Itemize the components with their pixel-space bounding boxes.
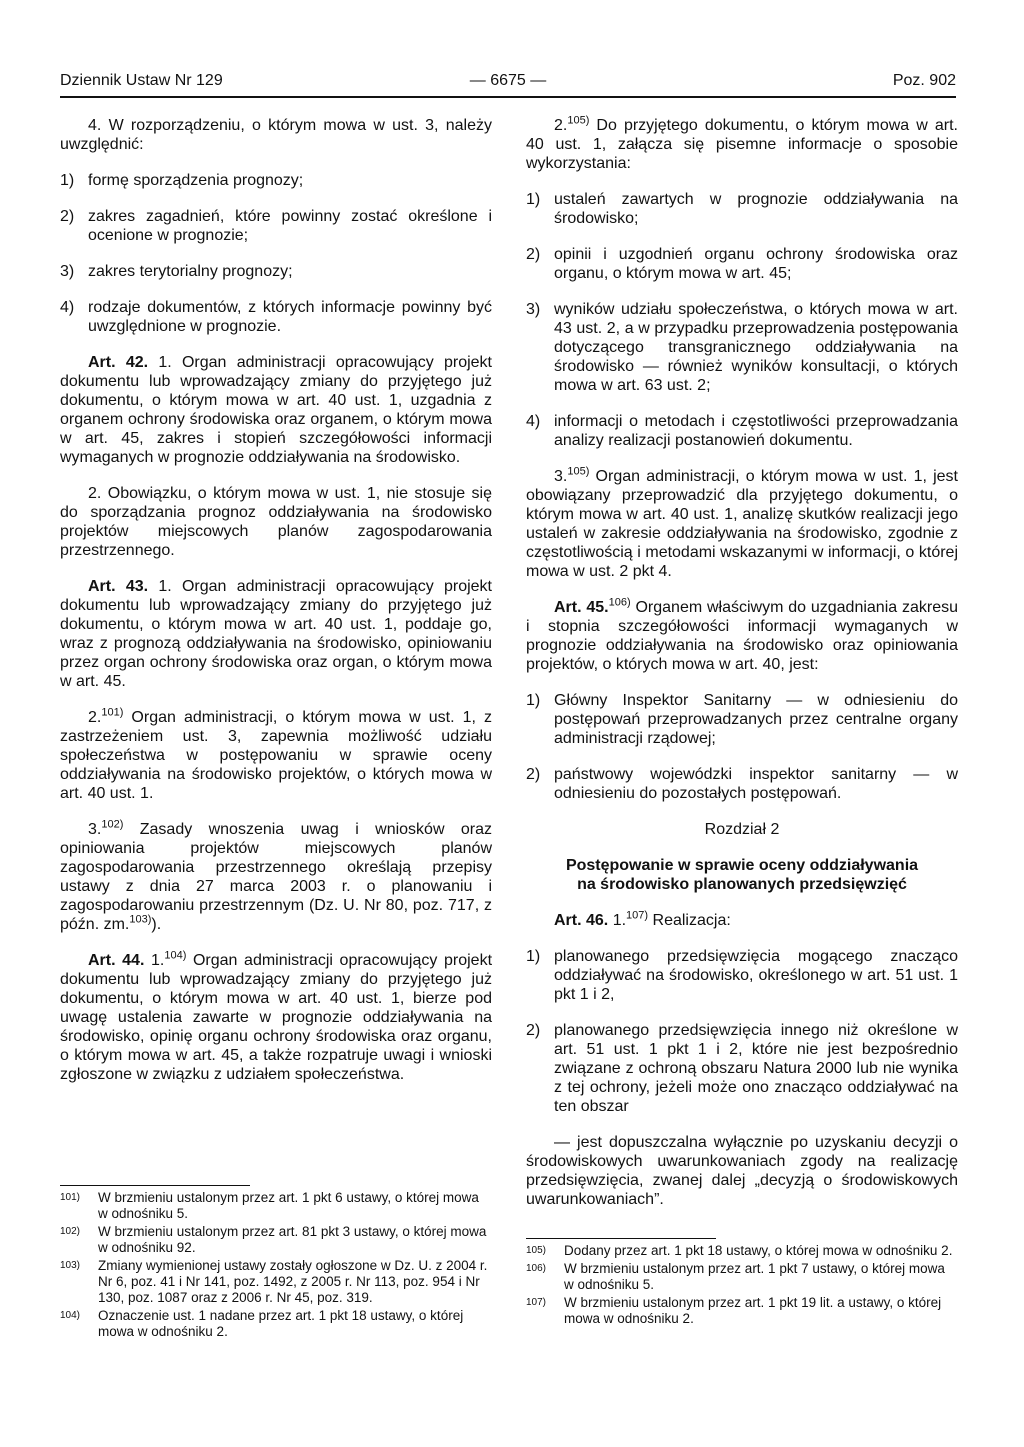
- list-item: 3) wyników udziału społeczeństwa, o których mowa w art. 43 ust. 2, a w przypadku przeprowadzenia postępowania dotyczącego transgranicznego oddziaływania na środowisko — również wyników konsultacji, o których mowa w art. 63 ust. 2;: [526, 301, 958, 394]
- footnote-divider: [526, 1238, 716, 1239]
- footnote-ref: 103): [129, 913, 152, 926]
- page-number: — 6675 —: [469, 72, 547, 89]
- footnote: 106) W brzmieniu ustalonym przez art. 1 pkt 7 ustawy, o której mowa w odnośniku 5.: [526, 1261, 945, 1292]
- list-item: 1) formę sporządzenia prognozy;: [60, 172, 304, 189]
- article-43: Art. 43. 1. Organ administracji opracowujący projekt dokumentu lub wprowadzający zmiany do przyjętego już dokumentu, o którym mowa w art. 40 ust. 1, poddaje go, wraz z prognozą oddziaływania na środowisko, opiniowaniu przez organ ochrony środowiska oraz organ, o którym mowa w art. 45.: [60, 578, 492, 690]
- chapter-title: Postępowanie w sprawie oceny oddziaływania na środowisko planowanych przedsięwzięć: [565, 857, 919, 893]
- footnote-ref: 107): [626, 909, 649, 922]
- list-item: 1) planowanego przedsięwzięcia mogącego znacząco oddziaływać na środowisko, określonego w art. 51 ust. 1 pkt 1 i 2,: [526, 948, 958, 1003]
- list-item: 1) ustaleń zawartych w prognozie oddziaływania na środowisko;: [526, 191, 958, 227]
- closing-paragraph: — jest dopuszczalna wyłącznie po uzyskaniu decyzji o środowiskowych uwarunkowaniach zgody na realizację przedsięwzięcia, zwanej dalej „decyzją o środowiskowych uwarunkowaniach”.: [526, 1134, 958, 1208]
- list-left-1: [60, 171, 492, 336]
- article-45: Art. 45.$^{106)}$ Organem właściwym do uzgadniania zakresu i stopnia szczegółowości informacji wymaganych w prognozie oddziaływania na środowisko oraz opiniowania projektów, o których mowa w art. 40, jest:: [526, 596, 959, 673]
- footnote: 101) W brzmieniu ustalonym przez art. 1 pkt 6 ustawy, o której mowa w odnośniku 5.: [60, 1190, 479, 1221]
- list-item: 1) Główny Inspektor Sanitarny — w odniesieniu do postępowań przeprowadzanych przez centralne organy administracji rządowej;: [526, 692, 958, 747]
- article-44: Art. 44. 1.$^{104)}$ Organ administracji opracowujący projekt dokumentu lub wprowadzający zmiany do przyjętego już dokumentu, o którym mowa w art. 40 ust. 1, bierze pod uwagę ustalenia zawarte w prognozie oddziaływania na środowisko, opinię organu ochrony środowiska oraz organu, o którym mowa w art. 45, a także rozpatruje uwagi i wnioski zgłoszone w związku z udziałem społeczeństwa.: [60, 949, 493, 1083]
- list-item: 2) zakres zagadnień, które powinny zostać określone i ocenione w prognozie;: [60, 208, 492, 244]
- footnote: 105) Dodany przez art. 1 pkt 18 ustawy, o której mowa w odnośniku 2.: [526, 1243, 953, 1258]
- paragraph: 3.$^{105)}$ Organ administracji, o którym mowa w ust. 1, jest obowiązany przeprowadzić dla przyjętego dokumentu, o którym mowa w art. 40 ust. 1, analizę skutków realizacji jego ustaleń w zakresie oddziaływania na środowisko, zgodnie z częstotliwością i metodami wskazanymi w informacji, o której mowa w ust. 2 pkt 4.: [526, 465, 958, 580]
- article-42: Art. 42. 1. Organ administracji opracowujący projekt dokumentu lub wprowadzający zmiany do przyjętego już dokumentu, o którym mowa w art. 40 ust. 1, uzgadnia z organem ochrony środowiska oraz organem, o którym mowa w art. 45, zakres i stopień szczegółowości informacji wymaganych w prognozie oddziaływania na środowisko.: [60, 354, 492, 466]
- paragraph: 2.$^{105)}$ Do przyjętego dokumentu, o którym mowa w art. 40 ust. 1, załącza się pisemne informacje o sposobie wykorzystania:: [526, 114, 958, 172]
- list-item: 2) opinii i uzgodnień organu ochrony środowiska oraz organu, o którym mowa w art. 45;: [526, 246, 958, 282]
- footnote-divider: [60, 1185, 250, 1186]
- footnote: 107) W brzmieniu ustalonym przez art. 1 pkt 19 lit. a ustawy, o której mowa w odnośniku 2.: [526, 1295, 942, 1326]
- list-item: 2) państwowy wojewódzki inspektor sanitarny — w odniesieniu do pozostałych postępowań.: [526, 766, 958, 802]
- footnote-ref: 105): [567, 465, 590, 478]
- right-column: [526, 116, 958, 1226]
- footnote-ref: 106): [608, 596, 631, 609]
- list-item: 2) planowanego przedsięwzięcia innego niż określone w art. 51 ust. 1 pkt 1 i 2, które nie jest bezpośrednio związane z ochroną obszaru Natura 2000 lub nie wynika z tej ochrony, jeżeli może ono znacząco oddziaływać na ten obszar: [526, 1022, 958, 1115]
- footnotes-right: [526, 1243, 958, 1329]
- list-right-3: [526, 947, 958, 1116]
- footnote-ref: 105): [567, 114, 590, 127]
- left-column: [60, 116, 492, 1101]
- footnote: 104) Oznaczenie ust. 1 nadane przez art. 1 pkt 18 ustawy, o której mowa w odnośniku 2.: [60, 1308, 464, 1339]
- footnote: 103) Zmiany wymienionej ustawy zostały ogłoszone w Dz. U. z 2004 r. Nr 6, poz. 41 i Nr 141, poz. 1492, z 2005 r. Nr 113, poz. 954 i Nr 130, poz. 1087 oraz z 2006 r. Nr 45, poz. 319.: [60, 1258, 488, 1305]
- list-item: 4) informacji o metodach i częstotliwości przeprowadzania analizy realizacji postanowień dokumentu.: [526, 413, 958, 449]
- list-item: 3) zakres terytorialny prognozy;: [60, 263, 293, 280]
- paragraph: 4. W rozporządzeniu, o którym mowa w ust. 3, należy uwzględnić:: [60, 117, 492, 153]
- footnotes-left: [60, 1190, 492, 1342]
- page-header: [60, 68, 956, 98]
- footnote-ref: 104): [164, 949, 187, 962]
- footnote-ref: 102): [101, 818, 124, 831]
- article-43-par-3: 3.$^{102)}$ Zasady wnoszenia uwag i wniosków oraz opiniowania projektów miejscowych planów zagospodarowania przestrzennego określają przepisy ustawy z dnia 27 marca 2003 r. o planowaniu i zagospodarowaniu przestrzennym (Dz. U. Nr 80, poz. 717, z późn. zm.$^{103)}$).: [60, 818, 492, 933]
- list-item: 4) rodzaje dokumentów, z których informacje powinny być uwzględnione w prognozie.: [60, 299, 492, 335]
- list-right-2: [526, 691, 958, 803]
- footnote-ref: 101): [101, 706, 124, 719]
- article-46: Art. 46. 1.$^{107)}$ Realizacja:: [554, 909, 731, 929]
- chapter-number: Rozdział 2: [704, 821, 780, 838]
- journal-title: Dziennik Ustaw Nr 129: [60, 72, 223, 89]
- article-42-par-2: 2. Obowiązku, o którym mowa w ust. 1, nie stosuje się do sporządzania prognoz oddziaływania na środowisko projektów miejscowych planów zagospodarowania przestrzennego.: [60, 485, 492, 559]
- list-right-1: [526, 190, 958, 450]
- position-number: Poz. 902: [892, 72, 956, 89]
- footnote: 102) W brzmieniu ustalonym przez art. 81 pkt 3 ustawy, o której mowa w odnośniku 92.: [60, 1224, 487, 1255]
- article-43-par-2: 2.$^{101)}$ Organ administracji, o którym mowa w ust. 1, z zastrzeżeniem ust. 3, zapewnia możliwość udziału społeczeństwa w postępowaniu w sprawie oceny oddziaływania na środowisko projektów, o których mowa w art. 40 ust. 1.: [60, 706, 492, 802]
